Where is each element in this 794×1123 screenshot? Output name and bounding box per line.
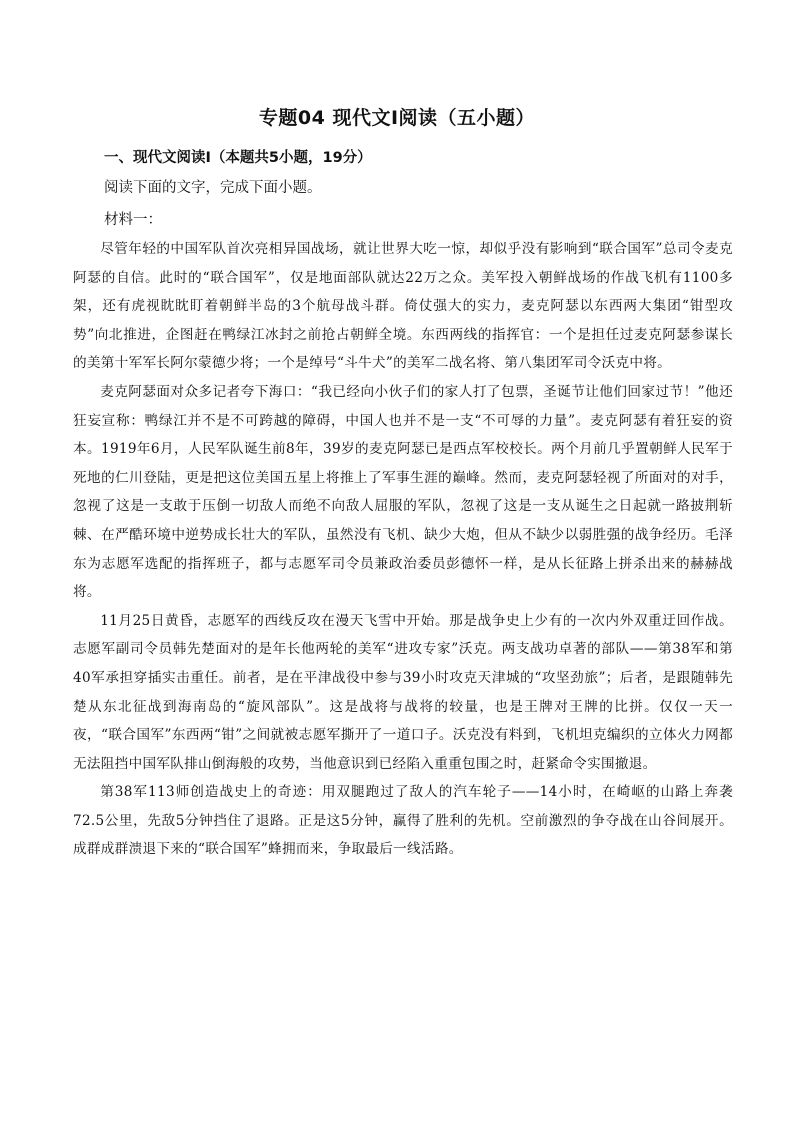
paragraph-4: 第38军113师创造战史上的奇迹：用双腿跑过了敌人的汽车轮子——14小时，在崎岖的山路上奔袭72.5公里，先敌5分钟挡住了退路。正是这5分钟，赢得了胜利的先机。空前激烈的争夺战在山谷间展开。成群成群溃退下来的“联合国军”蜂拥而来，争取最后一线活路。 [73,784,733,858]
document-title: 专题04 现代文Ⅰ阅读（五小题） [258,107,536,129]
passage-body [73,235,733,864]
paragraph-1: 尽管年轻的中国军队首次亮相异国战场，就让世界大吃一惊，却似乎没有影响到“联合国军”总司令麦克阿瑟的自信。此时的“联合国军”，仅是地面部队就达22万之众。美军投入朝鲜战场的作战飞机有1100多架，还有虎视眈眈盯着朝鲜半岛的3个航母战斗群。倚仗强大的实力，麦克阿瑟以东西两大集团“钳型攻势”向北推进，企图赶在鸭绿江冰封之前抢占朝鲜全境。东西两线的指挥官：一个是担任过麦克阿瑟参谋长的美第十军军长阿尔蒙德少将；一个是绰号“斗牛犬”的美军二战名将、第八集团军司令沃克中将。 [73,241,733,372]
paragraph-3: 11月25日黄昏，志愿军的西线反攻在漫天飞雪中开始。那是战争史上少有的一次内外双重迂回作战。志愿军副司令员韩先楚面对的是年长他两轮的美军“进攻专家”沃克。两支战功卓著的部队——第38军和第40军承担穿插实击重任。前者，是在平津战役中参与39小时攻克天津城的“攻坚劲旅”；后者，是跟随韩先楚从东北征战到海南岛的“旋风部队”。这是战将与战将的较量，也是王牌对王牌的比拼。仅仅一天一夜，“联合国军”东西两“钳”之间就被志愿军撕开了一道口子。沃克没有料到，飞机坦克编织的立体火力网都无法阻挡中国军队排山倒海般的攻势，当他意识到已经陷入重重包围之时，赶紧命令实围撤退。 [73,612,733,772]
section-heading: 一、现代文阅读Ⅰ（本题共5小题，19分） [104,150,372,166]
instruction-text: 阅读下面的文字，完成下面小题。 [104,180,322,196]
paragraph-2: 麦克阿瑟面对众多记者夸下海口：“我已经向小伙子们的家人打了包票，圣诞节让他们回家过节！”他还狂妄宣称：鸭绿江并不是不可跨越的障碍，中国人也并不是一支“不可辱的力量”。麦克阿瑟有着狂妄的资本。1919年6月，人民军队诞生前8年，39岁的麦克阿瑟已是西点军校校长。两个月前几乎置朝鲜人民军于死地的仁川登陆，更是把这位美国五星上将推上了军事生涯的巅峰。然而，麦克阿瑟轻视了所面对的对手，忽视了这是一支敢于压倒一切敌人而绝不向敌人屈服的军队，忽视了这是一支从诞生之日起就一路披荆斩棘、在严酷环境中逆势成长壮大的军队，虽然没有飞机、缺少大炮，但从不缺少以弱胜强的战争经历。毛泽东为志愿军选配的指挥班子，都与志愿军司令员兼政治委员彭德怀一样，是从长征路上拼杀出来的赫赫战将。 [73,383,733,601]
material-label: 材料一： [104,212,162,228]
